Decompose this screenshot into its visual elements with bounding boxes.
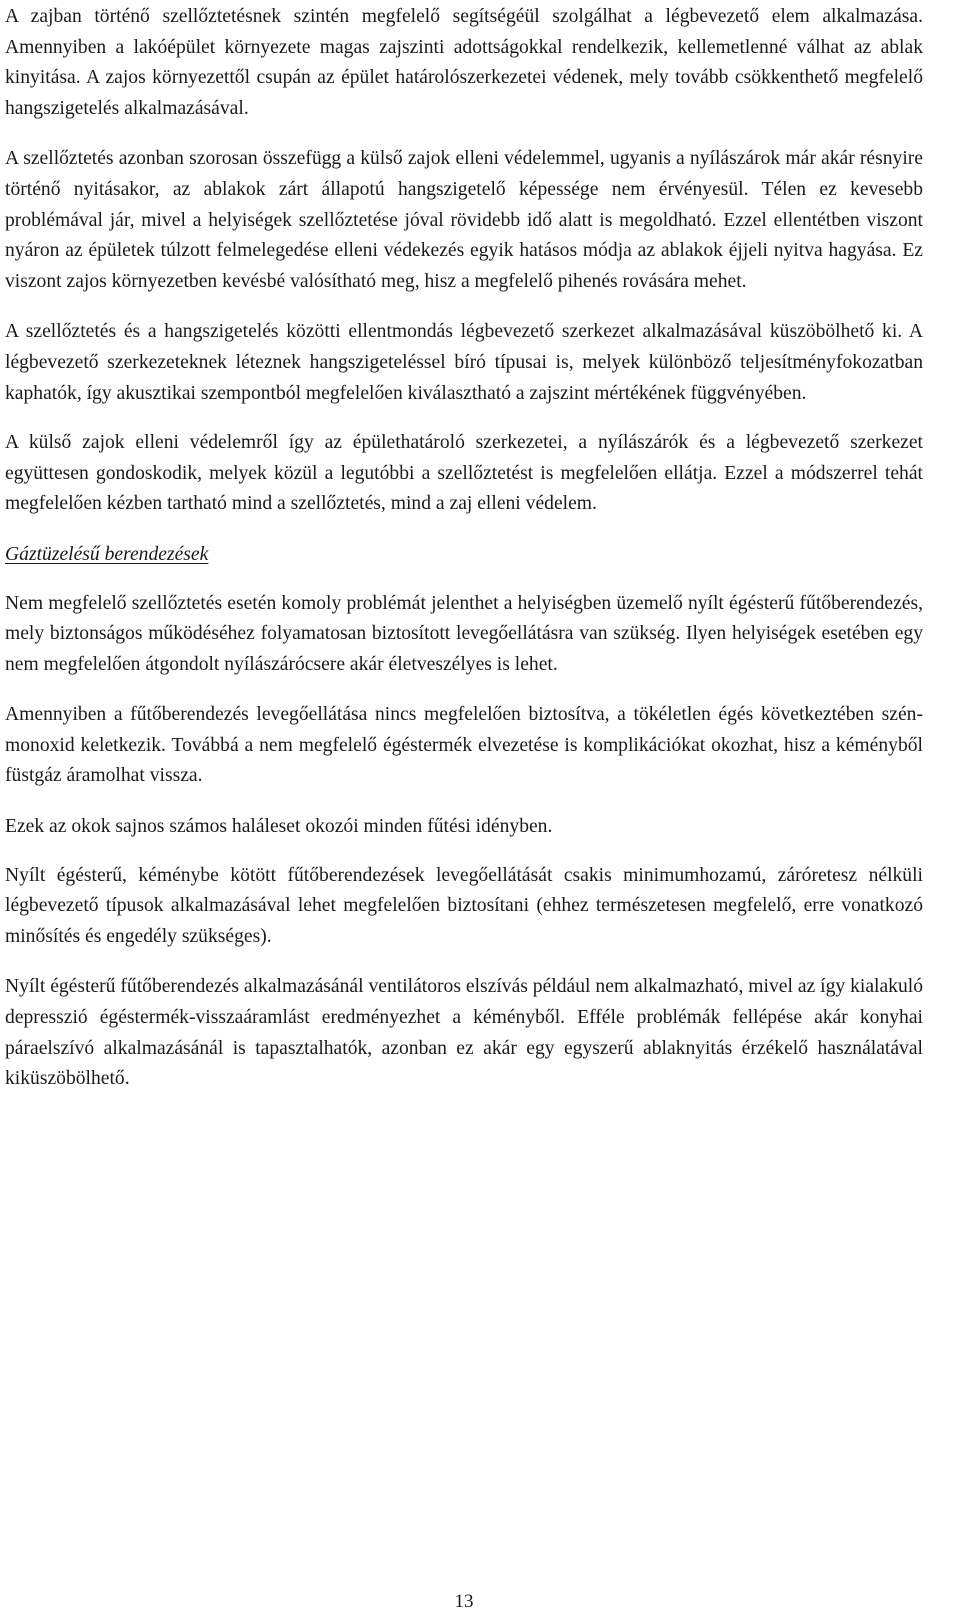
paragraph-gas-appliance-risk: Nem megfelelő szellőztetés esetén komoly problémát jelenthet a helyiségben üzemelő nyílt égésterű fűtőberendezés, mely biztonságos működéséhez folyamatosan biztosított levegőellátásra van szükség. Ilyen helyiségek esetében egy nem megfelelően átgondolt nyílászárócsere akár életveszélyes is lehet.	[5, 592, 923, 675]
paragraph-fatalities: Ezek az okok sajnos számos haláleset okozói minden fűtési idényben.	[5, 816, 553, 838]
paragraph-air-inlet-solution: A szellőztetés és a hangszigetelés közötti ellentmondás légbevezető szerkezet alkalmazásával küszöbölhető ki. A légbevezető szerkezeteknek léteznek hangszigeteléssel bíró típusai is, melyek különböző teljesítményfokozatban kaphatók, így akusztikai szempontból megfelelően kiválasztható a zajszint mértékének függvényében.	[5, 321, 923, 404]
section-heading: Gáztüzelésű berendezések	[5, 543, 209, 565]
paragraph-external-noise-protection: A külső zajok elleni védelemről így az épülethatároló szerkezetei, a nyílászárók és a légbevezető szerkezet együttesen gondoskodik, melyek közül a legutóbbi a szellőztetést is megfelelően ellátja. Ezzel a módszerrel tehát megfelelően kézben tartható mind a szellőztetés, mind a zaj elleni védelem.	[5, 432, 923, 515]
page-number: 13	[454, 1591, 474, 1612]
paragraph-noise-ventilation: A zajban történő szellőztetésnek szintén megfelelő segítségéül szolgálhat a légbevezető elem alkalmazása. Amennyiben a lakóépület környezete magas zajszinti adottságokkal rendelkezik, kellemetlenné válhat az ablak kinyitása. A zajos környezettől csupán az épület határolószerkezetei védenek, mely tovább csökkenthető megfelelő hangszigetelés alkalmazásával.	[5, 6, 923, 119]
paragraph-carbon-monoxide: Amennyiben a fűtőberendezés levegőellátása nincs megfelelően biztosítva, a tökéletlen égés következtében szén-monoxid keletkezik. Továbbá a nem megfelelő égéstermék elvezetése is komplikációkat okozhat, hisz a kéményből füstgáz áramolhat vissza.	[5, 704, 923, 787]
paragraph-extraction-warning: Nyílt égésterű fűtőberendezés alkalmazásánál ventilátoros elszívás például nem alkalmazható, mivel az így kialakuló depresszió égéstermék-visszaáramlást eredményezhet a kéményből. Efféle problémák fellépése akár konyhai páraelszívó alkalmazásánál is tapasztalhatók, azonban ez akár egy egyszerű ablaknyitás érzékelő használatával kiküszöbölhető.	[5, 976, 923, 1090]
document-page	[5, 0, 923, 1095]
paragraph-ventilation-noise-protection: A szellőztetés azonban szorosan összefügg a külső zajok elleni védelemmel, ugyanis a nyílászárok már akár résnyire történő nyitásakor, az ablakok zárt állapotú hangszigetelő képessége nem érvényesül. Télen ez kevesebb problémával jár, mivel a helyiségek szellőztetése jóval rövidebb idő alatt is megoldható. Ezzel ellentétben viszont nyáron az épületek túlzott felmelegedése elleni védekezés egyik hatásos módja az ablakok éjjeli nyitva hagyása. Ez viszont zajos környezetben kevésbé valósítható meg, hisz a megfelelő pihenés rovására mehet.	[5, 148, 923, 292]
paragraph-air-supply-requirement: Nyílt égésterű, kéménybe kötött fűtőberendezések levegőellátását csakis minimumhozamú, záróretesz nélküli légbevezető típusok alkalmazásával lehet megfelelően biztosítani (ehhez természetesen megfelelő, erre vonatkozó minősítés és engedély szükséges).	[5, 864, 923, 947]
